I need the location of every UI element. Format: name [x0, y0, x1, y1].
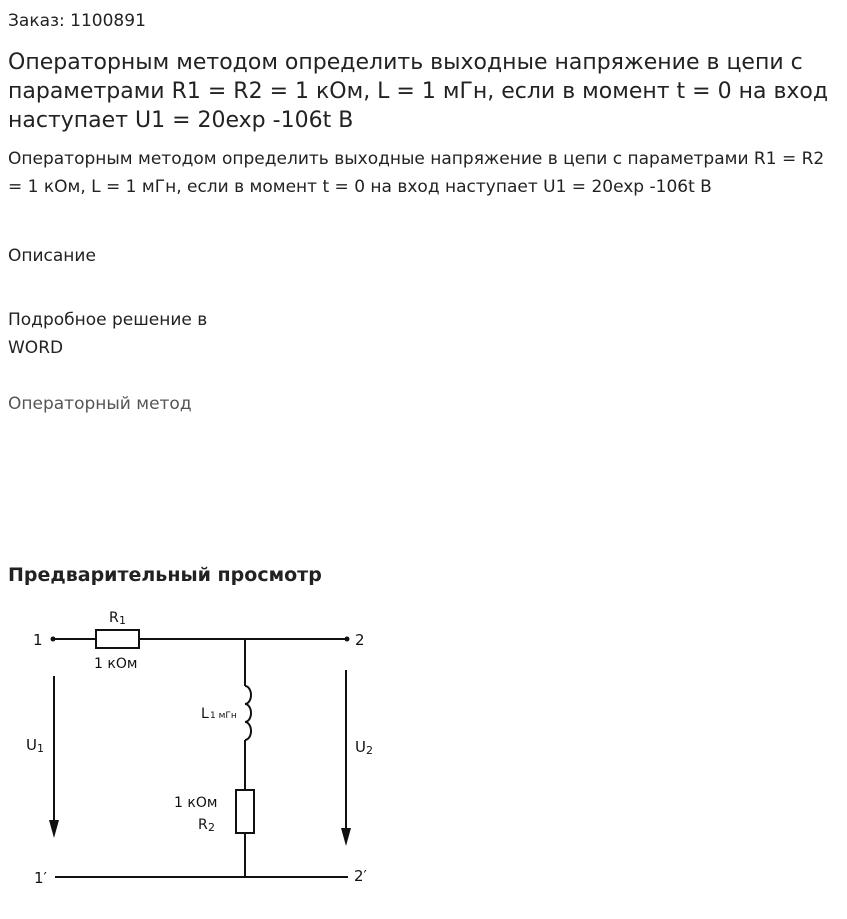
inductor-coil — [245, 686, 251, 740]
solution-text: Подробное решение в WORD — [8, 310, 208, 358]
task-description: Операторным методом определить выходные напряжение в цепи с параметрами R1 = R2 = 1 кОм, L = 1 мГн, если в момент t = 0 на вход наступает U1 = 20exp -106t В — [8, 149, 825, 197]
r2-sub: 2 — [208, 821, 215, 834]
l-label: L — [201, 706, 209, 722]
u2-label: U — [355, 738, 366, 756]
l-sub: 1 мГн — [210, 711, 237, 721]
u2-arrow-head — [341, 828, 351, 846]
u2-sub: 2 — [366, 744, 373, 757]
preview-heading: Предварительный просмотр — [8, 564, 322, 586]
r2-label: R — [198, 817, 208, 833]
resistor-r1 — [96, 630, 139, 648]
u1-arrow-head — [49, 820, 59, 838]
terminal-2-dot — [345, 637, 350, 642]
node-2p-label: 2′ — [354, 867, 367, 885]
node-1p-label: 1′ — [34, 869, 47, 887]
order-number: Заказ: 1100891 — [8, 11, 146, 31]
node-1-label: 1 — [33, 631, 43, 649]
r1-label: R — [109, 610, 119, 626]
resistor-r2 — [236, 790, 254, 833]
r2-value: 1 кОм — [174, 795, 218, 811]
u1-label: U — [26, 736, 37, 754]
description-label: Описание — [8, 246, 96, 266]
category-link[interactable]: Операторный метод — [8, 394, 192, 414]
node-2-label: 2 — [355, 631, 365, 649]
r1-sub: 1 — [119, 614, 126, 627]
page-title: Операторным методом определить выходные напряжение в цепи с параметрами R1 = R2 = 1 кОм, L = 1 мГн, если в момент t = 0 на вход наступает U1 = 20exp -106t В — [8, 50, 829, 133]
circuit-diagram — [0, 600, 420, 910]
terminal-1-dot — [51, 637, 56, 642]
u1-sub: 1 — [37, 742, 44, 755]
r1-value: 1 кОм — [94, 656, 138, 672]
